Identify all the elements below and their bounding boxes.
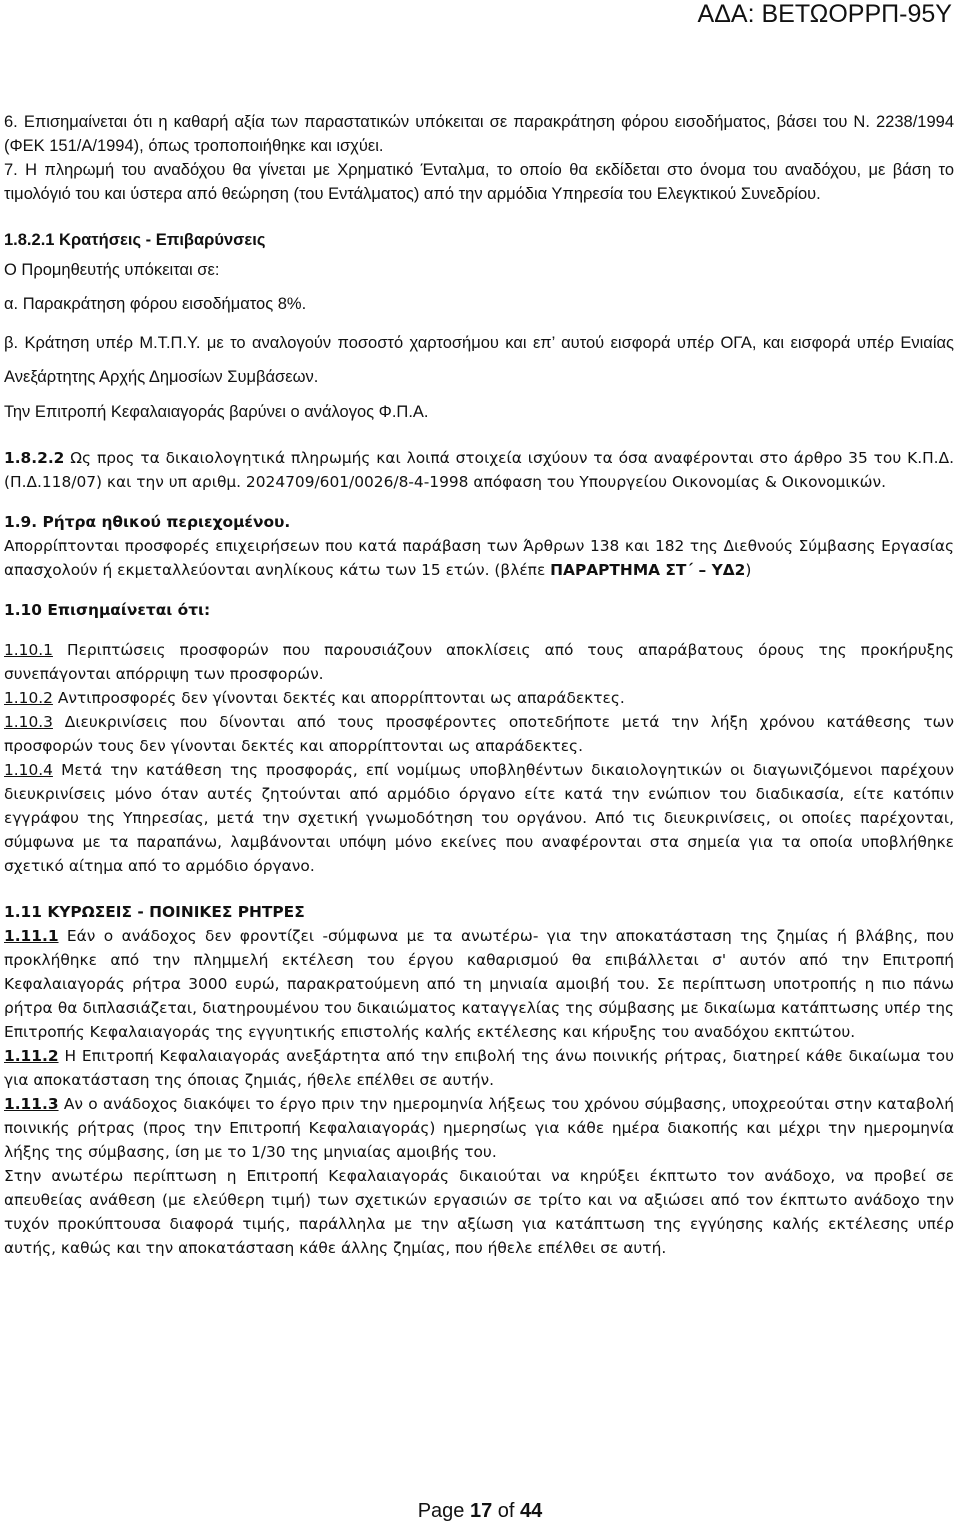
item-1-11-2 [4,1044,954,1092]
text-1-10-3: Διευκρινίσεις που δίνονται από τους προσφέροντες οποτεδήποτε μετά την λήξη χρόνου κατάθεσης των προσφορών τους δεν γίνονται δεκτές και απορρίπτονται ως απαράδεκτες. [4,713,954,755]
vat-note: Την Επιτροπή Κεφαλαιαγοράς βαρύνει ο ανάλογος Φ.Π.Α. [4,403,429,421]
deduction-b: β. Κράτηση υπέρ Μ.Τ.Π.Υ. με το αναλογούν ποσοστό χαρτοσήμου και επ’ αυτού εισφορά υπέρ ΟΓΑ, και εισφορά υπέρ Ενιαίας Ανεξάρτητης Αρχής Δημοσίων Συμβάσεων. [4,334,954,386]
supplier-intro: Ο Προμηθευτής υπόκειται σε: [4,261,220,279]
deduction-a: α. Παρακράτηση φόρου εισοδήματος 8%. [4,295,307,313]
num-1-11-2: 1.11.2 [4,1047,59,1065]
footer-page-number: 17 [469,1500,493,1522]
text-1-11-2: Η Επιτροπή Κεφαλαιαγοράς ανεξάρτητα από την επιβολή της άνω ποινικής ρήτρας, διατηρεί κάθε δικαίωμα του για αποκατάσταση της όποιας ζημιάς, ήθελε επέλθει σε αυτήν. [4,1047,954,1089]
text-1-8-2-2: Ως προς τα δικαιολογητικά πληρωμής και λοιπά στοιχεία ισχύουν τα όσα αναφέρονται στο άρθρο 35 του Κ.Π.Δ. (Π.Δ.118/07) και την υπ αριθμ. 2024709/601/0026/8-4-1998 απόφαση του Υπουργείου Οικονομίας & Οικονομικών. [4,449,954,491]
text-1-11-1: Εάν ο ανάδοχος δεν φροντίζει -σύμφωνα με τα ανωτέρω- για την αποκατάσταση της ζημίας ή βλάβης, που προκλήθηκε από την πλημμελή εκτέλεση του έργου καθαρισμού θα επιβάλλεται σ' αυτόν από την Επιτροπή Κεφαλαιαγοράς ρήτρα 3000 ευρώ, παρακρατούμενη από τη μηνιαία αμοιβή του. Σε περίπτωση υποτροπής η πιο πάνω ρήτρα θα διπλασιάζεται, διατηρουμένου του δικαιώματος καταγγελίας της σύμβασης με δικαίωμα κατάπτωσης υπέρ της Επιτροπής Κεφαλαιαγοράς της εγγυητικής επιστολής καλής εκτέλεσης και κήρυξης του αναδόχου εκπτώτου. [4,927,954,1041]
text-1-11-3: Αν ο ανάδοχος διακόψει το έργο πριν την ημερομηνία λήξεως του χρόνου σύμβασης, υποχρεούται στην καταβολή ποινικής ρήτρας (προς την Επιτροπή Κεφαλαιαγοράς) ημερησίως για κάθε ημέρα διακοπής και μέχρι την ημερομηνία λήξης της σύμβασης, ίση με το 1/30 της μηνιαίας αμοιβής του. [4,1095,954,1161]
document-body [4,110,954,1260]
item-1-10-3 [4,710,954,758]
heading-1-10: 1.10 Επισημαίνεται ότι: [4,601,211,619]
paragraph-1-11-final: Στην ανωτέρω περίπτωση η Επιτροπή Κεφαλαιαγοράς δικαιούται να κηρύξει έκπτωτο τον ανάδοχο, να προβεί σε απευθείας ανάθεση (με ελεύθερη τιμή) των σχετικών εργασιών σε τρίτο και να αξιώσει από τον έκπτωτο ανάδοχο την τυχόν προκύπτουσα διαφορά τιμής, παράλληλα με την αξίωση για κατάπτωση της εγγύησης καλής εκτέλεσης υπέρ αυτής, καθώς και την αποκατάσταση κάθε άλλης ζημίας, που ήθελε επέλθει σε αυτή. [4,1167,954,1257]
footer-total-pages: 44 [520,1500,543,1522]
arial-block [4,110,954,424]
heading-1-11: 1.11 ΚΥΡΩΣΕΙΣ - ΠΟΙΝΙΚΕΣ ΡΗΤΡΕΣ [4,903,305,921]
num-1-11-3: 1.11.3 [4,1095,59,1113]
num-1-10-1: 1.10.1 [4,641,53,659]
paragraph-1-9 [4,534,954,582]
item-1-10-1 [4,638,954,686]
item-1-11-1 [4,924,954,1044]
ada-header: ΑΔΑ: ΒΕΤΩΟΡΡΠ-95Υ [697,0,952,28]
paragraph-1-8-2-2 [4,446,954,494]
footer-prefix: Page [417,1500,470,1522]
annex-reference: ΠΑΡΑΡΤΗΜΑ ΣΤ΄ – ΥΔ2 [550,561,746,579]
heading-1-8-2-1: 1.8.2.1 Κρατήσεις - Επιβαρύνσεις [4,231,266,249]
heading-1-9: 1.9. Ρήτρα ηθικού περιεχομένου. [4,513,291,531]
paragraph-7: 7. Η πληρωμή του αναδόχου θα γίνεται με Χρηματικό Ένταλμα, το οποίο θα εκδίδεται στο όνομα του αναδόχου, με βάση το τιμολόγιό του και ύστερα από θεώρηση (του Εντάλματος) από την αρμόδια Υπηρεσία του Ελεγκτικού Συνεδρίου. [4,161,954,203]
page-footer [0,1500,960,1523]
item-1-11-3 [4,1092,954,1164]
text-1-10-2: Αντιπροσφορές δεν γίνονται δεκτές και απορρίπτονται ως απαράδεκτες. [52,689,625,707]
item-1-10-2 [4,686,954,710]
paragraph-6: 6. Επισημαίνεται ότι η καθαρή αξία των παραστατικών υπόκειται σε παρακράτηση φόρου εισοδήματος, βάσει του Ν. 2238/1994 (ΦΕΚ 151/Α/1994), όπως τροποποιήθηκε και ισχύει. [4,113,954,155]
num-1-10-2: 1.10.2 [4,689,53,707]
num-1-11-1: 1.11.1 [4,927,59,945]
text-1-9: Απορρίπτονται προσφορές επιχειρήσεων που κατά παράβαση των Άρθρων 138 και 182 της Διεθνούς Σύμβασης Εργασίας απασχολούν ή εκμεταλλεύονται ανηλίκους κάτω των 15 ετών. (βλέπε [4,537,954,579]
annex-close: ) [745,561,752,579]
num-1-10-4: 1.10.4 [4,761,53,779]
text-1-10-1: Περιπτώσεις προσφορών που παρουσιάζουν αποκλίσεις από τους απαράβατους όρους της προκήρυξης συνεπάγονται απόρριψη των προσφορών. [4,641,954,683]
item-1-10-4 [4,758,954,878]
num-1-10-3: 1.10.3 [4,713,53,731]
num-1-8-2-2: 1.8.2.2 [4,449,65,467]
text-1-10-4: Μετά την κατάθεση της προσφοράς, επί νομίμως υποβληθέντων δικαιολογητικών οι διαγωνιζόμενοι παρέχουν διευκρινίσεις μόνο όταν αυτές ζητούνται από αρμόδιο όργανο είτε κατά την ενώπιον του διαδικασία, είτε κατόπιν εγγράφου της Υπηρεσίας, μετά την σχετική γνωμοδότηση του οργάνου. Από τις διευκρινίσεις, οι οποίες παρέχονται, σύμφωνα με τα παραπάνω, λαμβάνονται υπόψη μόνο εκείνες που αναφέρονται στα σημεία για τα οποία υποβλήθηκε σχετικό αίτημα από το αρμόδιο όργανο. [4,761,954,875]
footer-of: of [492,1500,521,1522]
